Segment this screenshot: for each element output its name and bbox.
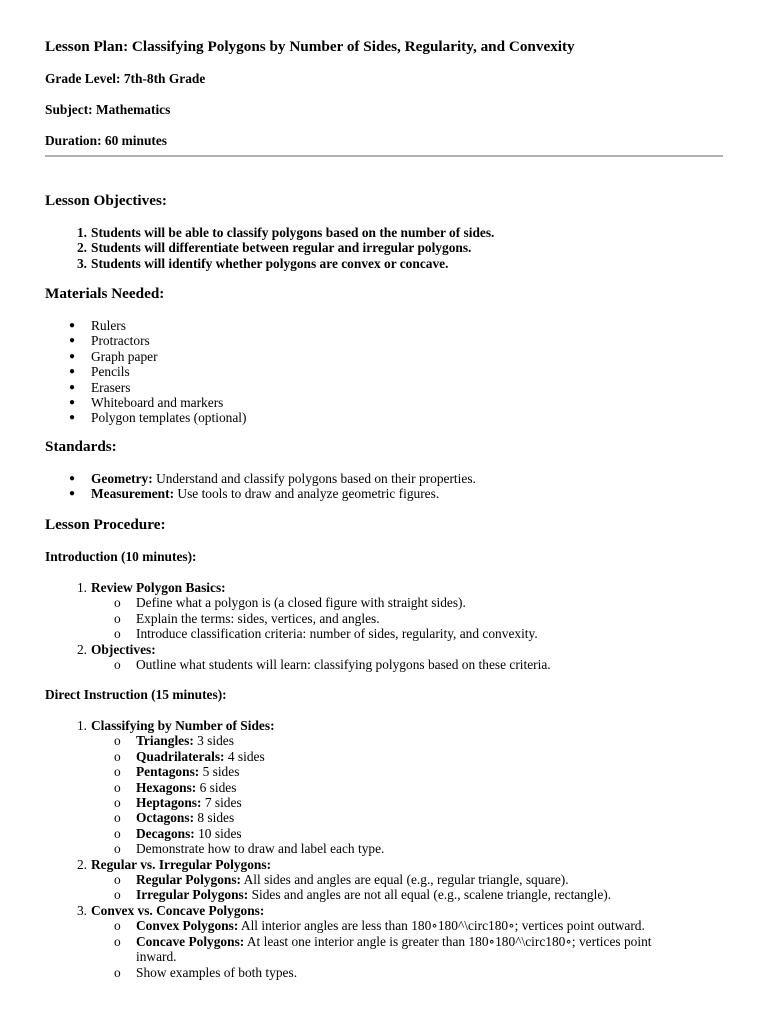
- sub-list-item: o Pentagons: 5 sides: [114, 764, 240, 780]
- list-item: ● Whiteboard and markers: [69, 395, 224, 411]
- list-item: 3. Convex vs. Concave Polygons:: [76, 902, 265, 918]
- sub-list-item: o Hexagons: 6 sides: [114, 779, 237, 795]
- sub-list-item: o Triangles: 3 sides: [114, 733, 234, 749]
- sub-list-item: o Irregular Polygons: Sides and angles are not all equal (e.g., scalene triangle, rectangle).: [114, 887, 612, 903]
- sub-list-item: o Outline what students will learn: classifying polygons based on these criteria.: [114, 657, 551, 673]
- list-item: ● Protractors: [69, 333, 150, 349]
- sub-list-item: o Octagons: 8 sides: [114, 810, 235, 826]
- duration: Duration: 60 minutes: [45, 133, 168, 148]
- sub-list-item: o Regular Polygons: All sides and angles are equal (e.g., regular triangle, square).: [114, 872, 569, 888]
- direct-instruction-heading: Direct Instruction (15 minutes):: [45, 687, 227, 702]
- materials-heading: Materials Needed:: [45, 285, 165, 302]
- list-item: ● Measurement: Use tools to draw and analyze geometric figures.: [69, 486, 440, 502]
- list-item: 1. Students will be able to classify polygons based on the number of sides.: [76, 225, 495, 240]
- objectives-list: [76, 225, 495, 271]
- list-item: 1. Review Polygon Basics:: [76, 580, 226, 595]
- direct-instruction-list: [76, 718, 652, 980]
- page-title: Lesson Plan: Classifying Polygons by Number of Sides, Regularity, and Convexity: [45, 38, 575, 55]
- sub-list-item: o Explain the terms: sides, vertices, and angles.: [114, 610, 380, 626]
- list-item: 3. Students will identify whether polygons are convex or concave.: [76, 255, 449, 271]
- list-item: ● Erasers: [69, 379, 131, 395]
- introduction-list: [76, 580, 551, 673]
- sub-list-item: o Heptagons: 7 sides: [114, 795, 242, 811]
- objectives-heading: Lesson Objectives:: [45, 192, 167, 209]
- sub-list-item: o Concave Polygons: At least one interior angle is greater than 180∘180^\circ180∘; vertices point inward.: [114, 933, 652, 965]
- subject: Subject: Mathematics: [45, 102, 171, 117]
- list-item: 2. Students will differentiate between regular and irregular polygons.: [76, 240, 472, 256]
- sub-list-item: o Quadrilaterals: 4 sides: [114, 748, 265, 764]
- list-item: 2. Regular vs. Irregular Polygons:: [76, 856, 272, 872]
- list-item: ● Rulers: [69, 318, 126, 333]
- list-item: 1. Classifying by Number of Sides:: [76, 718, 275, 733]
- horizontal-rule: [45, 155, 723, 157]
- introduction-heading: Introduction (10 minutes):: [45, 549, 197, 564]
- list-item: ● Polygon templates (optional): [69, 410, 247, 426]
- sub-list-item: o Convex Polygons: All interior angles are less than 180∘180^\circ180∘; vertices point outward.: [114, 918, 645, 934]
- materials-list: [69, 318, 247, 426]
- list-item: ● Graph paper: [69, 348, 158, 364]
- sub-list-item: o Introduce classification criteria: number of sides, regularity, and convexity.: [114, 626, 538, 642]
- procedure-heading: Lesson Procedure:: [45, 516, 166, 533]
- list-item: ● Pencils: [69, 364, 130, 380]
- sub-list-item: o Demonstrate how to draw and label each type.: [114, 841, 385, 857]
- standards-heading: Standards:: [45, 438, 117, 455]
- sub-list-item: o Show examples of both types.: [114, 964, 298, 980]
- sub-list-item: o Decagons: 10 sides: [114, 825, 242, 841]
- sub-list-item: o Define what a polygon is (a closed figure with straight sides).: [114, 595, 466, 611]
- list-item: ● Geometry: Understand and classify polygons based on their properties.: [69, 471, 476, 486]
- standards-list: [69, 471, 476, 502]
- list-item: 2. Objectives:: [76, 641, 156, 657]
- grade-level: Grade Level: 7th-8th Grade: [45, 71, 206, 86]
